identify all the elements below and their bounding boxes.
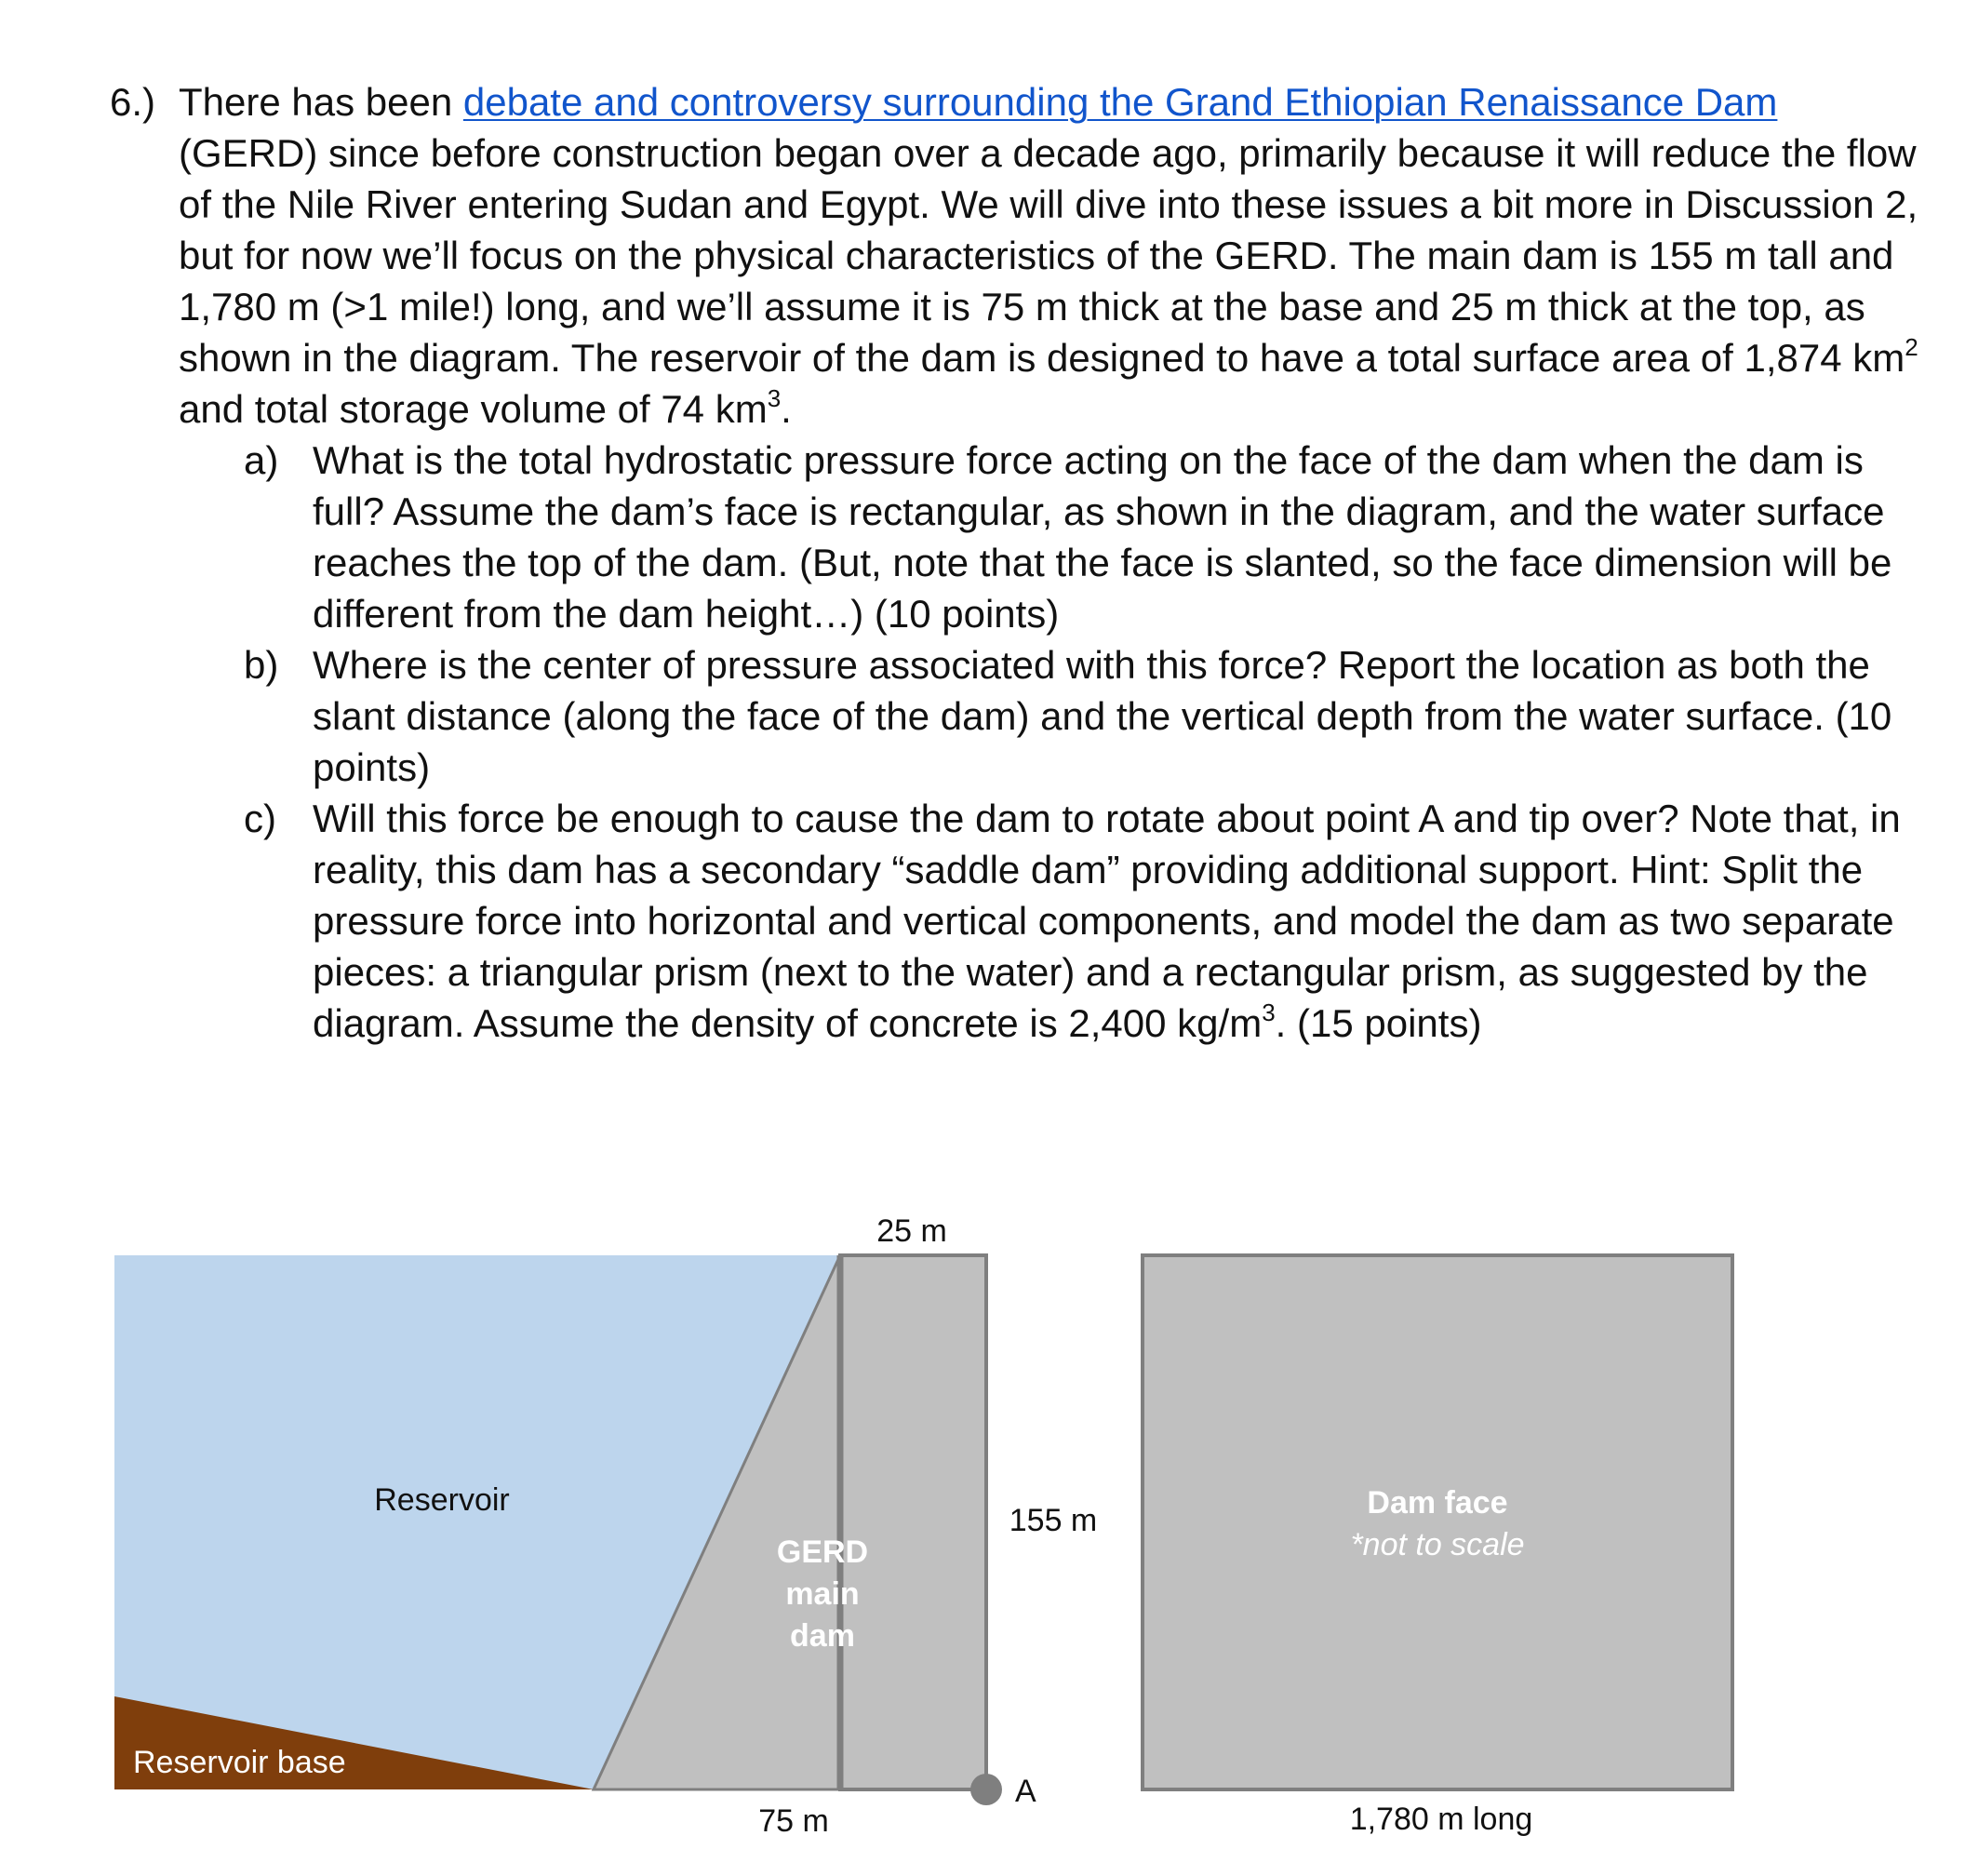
dam-face-note: *not to scale — [1350, 1527, 1525, 1562]
sub-question-text-end: . (15 points) — [1275, 1001, 1482, 1045]
dam-face-length-label: 1,780 m long — [1349, 1802, 1533, 1837]
sub-question-label: a) — [244, 438, 279, 482]
intro-prefix: There has been — [179, 80, 463, 124]
volume-superscript: 3 — [767, 384, 782, 412]
pivot-point-a — [970, 1774, 1002, 1805]
dam-face-title: Dam face — [1367, 1485, 1508, 1521]
height-label: 155 m — [1009, 1503, 1098, 1538]
reservoir-label: Reservoir — [374, 1482, 510, 1518]
sub-question-label: c) — [244, 797, 276, 840]
dam-label-line-2: main — [785, 1576, 860, 1612]
area-superscript: 2 — [1905, 333, 1918, 361]
question-number: 6.) — [110, 80, 156, 124]
point-a-label: A — [1015, 1774, 1036, 1809]
dam-label-line-1: GERD — [776, 1534, 869, 1570]
intro-text-1: (GERD) since before construction began over a decade ago, primarily because it will reduce the flow of the Nile River entering Sudan and Egypt. We will dive into these issues a bit more in Discussion 2, but for now we’ll focus on the physical characteristics of the GERD. The main dam is 155 m tall and 1,780 m (>1 mile!) long, and we’ll assume it is 75 m thick at the base and 25 m thick at the top, as shown in the diagram. The reservoir of the dam is designed to have a total surface area of 1,874 km — [179, 131, 1918, 380]
dam-label-line-3: dam — [790, 1618, 855, 1654]
sub-question-label: b) — [244, 643, 279, 687]
intro-text-2: and total storage volume of 74 km — [179, 387, 768, 431]
dam-face-rectangle — [1143, 1255, 1732, 1789]
top-width-label: 25 m — [876, 1213, 947, 1249]
density-superscript: 3 — [1262, 998, 1276, 1026]
reservoir-base-label: Reservoir base — [133, 1745, 346, 1780]
intro-text-3: . — [781, 387, 792, 431]
base-width-label: 75 m — [758, 1803, 829, 1839]
sub-question-text: What is the total hydrostatic pressure force acting on the face of the dam when the dam is full? Assume the dam’s face is rectangular, as shown in the diagram, and the water surface reaches the top of the dam. (But, note that the face is slanted, so the face dimension will be different from the dam height…) (10 points) — [313, 438, 1892, 636]
gerd-controversy-link[interactable]: debate and controversy surrounding the Grand Ethiopian Renaissance Dam — [462, 80, 1778, 124]
sub-question-text: Will this force be enough to cause the dam to rotate about point A and tip over? Note that, in reality, this dam has a secondary “saddle dam” providing additional support. Hint: Split the pressure force into horizontal and vertical components, and model the dam as two separate pieces: a triangular prism (next to the water) and a rectangular prism, as suggested by the diagram. Assume the density of concrete is 2,400 kg/m — [313, 797, 1901, 1045]
dam-rectangle-prism — [840, 1255, 986, 1789]
sub-question-text: Where is the center of pressure associated with this force? Report the location as both the slant distance (along the face of the dam) and the vertical depth from the water surface. (10 points) — [313, 643, 1892, 789]
